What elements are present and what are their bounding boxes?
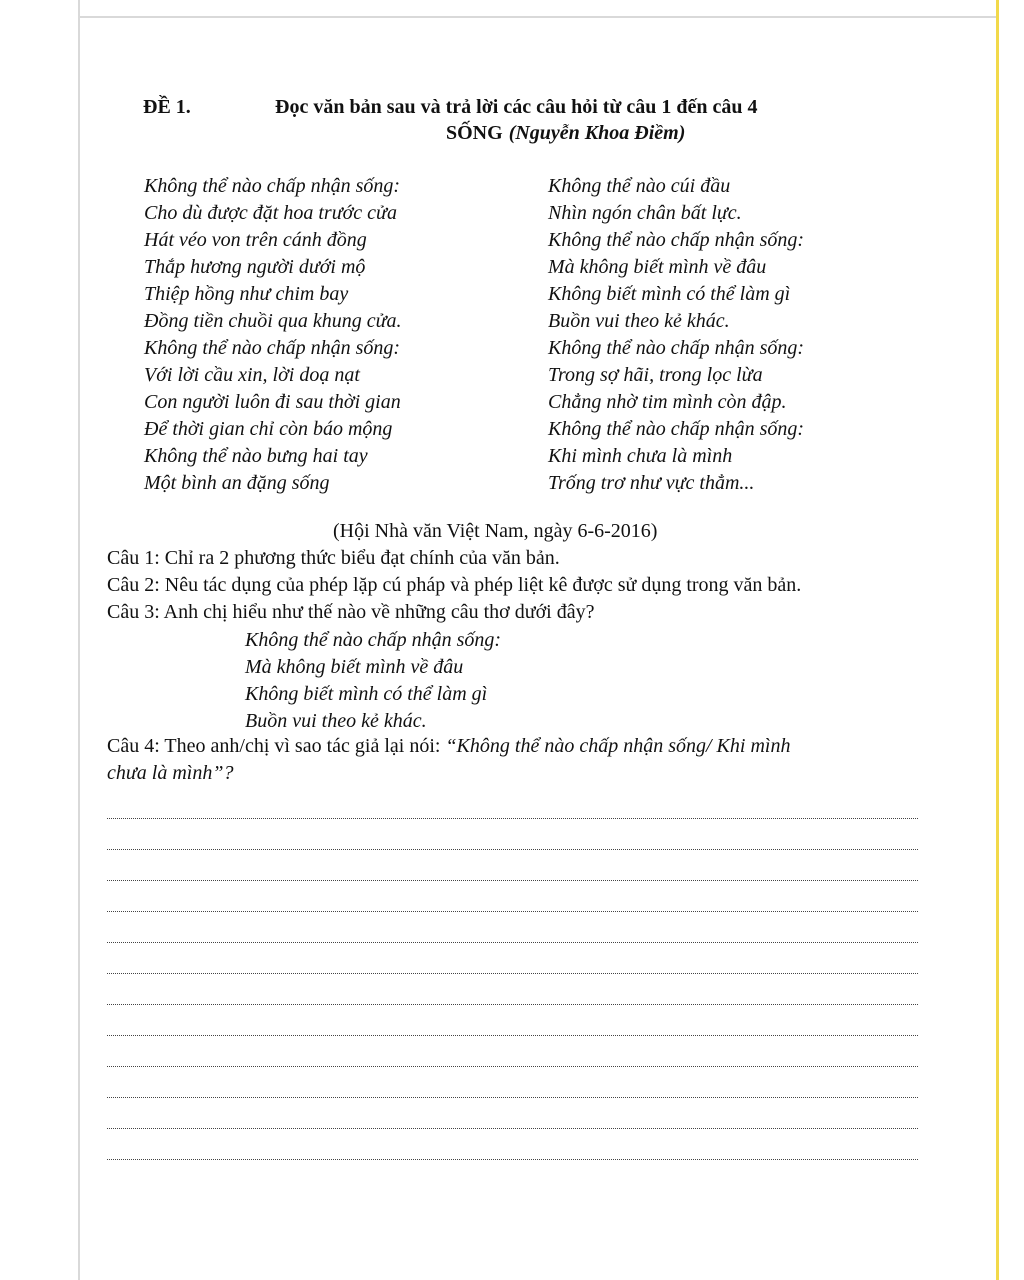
answer-line[interactable] xyxy=(107,974,918,1005)
poem-line: Không thể nào chấp nhận sống: xyxy=(144,175,401,197)
poem-line: Không biết mình có thể làm gì xyxy=(548,283,791,305)
page-border-top xyxy=(80,16,996,18)
quote-line: Không biết mình có thể làm gì xyxy=(245,683,488,705)
quote-line: Không thể nào chấp nhận sống: xyxy=(245,629,502,651)
poem-line: Cho dù được đặt hoa trước cửa xyxy=(144,202,397,224)
page-border-right xyxy=(996,0,999,1280)
poem-column-right xyxy=(548,173,804,497)
answer-line[interactable] xyxy=(107,943,918,974)
poem-line: Thắp hương người dưới mộ xyxy=(144,256,366,278)
exam-number: ĐỀ 1. xyxy=(143,96,191,118)
poem-line: Trống trơ như vực thẳm... xyxy=(548,472,755,494)
poem-line: Thiệp hồng như chim bay xyxy=(144,283,349,305)
page-border-left xyxy=(78,0,80,1280)
poem-line: Với lời cầu xin, lời doạ nạt xyxy=(144,364,360,386)
poem-line: Không thể nào cúi đầu xyxy=(548,175,731,197)
poem-title xyxy=(446,122,685,145)
poem-line: Đồng tiền chuồi qua khung cửa. xyxy=(144,310,402,332)
answer-line[interactable] xyxy=(107,1036,918,1067)
question-4-prefix: Câu 4: Theo anh/chị vì sao tác giả lại nói: xyxy=(107,735,446,757)
quote-line: Mà không biết mình về đâu xyxy=(245,656,464,678)
exam-heading xyxy=(143,96,758,119)
poem-line: Không thể nào chấp nhận sống: xyxy=(548,418,805,440)
quote-line: Buồn vui theo kẻ khác. xyxy=(245,710,427,732)
question-4-quote-continued: chưa là mình”? xyxy=(107,762,234,784)
poem-line: Không thể nào chấp nhận sống: xyxy=(548,337,805,359)
poem-author: (Nguyễn Khoa Điềm) xyxy=(508,122,686,144)
poem-line: Con người luôn đi sau thời gian xyxy=(144,391,401,413)
answer-line[interactable] xyxy=(107,788,918,819)
poem-line: Trong sợ hãi, trong lọc lừa xyxy=(548,364,763,386)
answer-lines[interactable] xyxy=(107,788,918,1160)
question-3-quote xyxy=(245,627,501,735)
poem-line: Nhìn ngón chân bất lực. xyxy=(548,202,742,224)
question-4 xyxy=(107,735,790,758)
poem-line: Một bình an đặng sống xyxy=(144,472,330,494)
poem-line: Mà không biết mình về đâu xyxy=(548,256,767,278)
poem-line: Chẳng nhờ tim mình còn đập. xyxy=(548,391,787,413)
answer-line[interactable] xyxy=(107,1067,918,1098)
poem-line: Không thể nào chấp nhận sống: xyxy=(548,229,805,251)
poem-name: SỐNG xyxy=(446,122,503,144)
poem-line: Không thể nào bưng hai tay xyxy=(144,445,368,467)
answer-line[interactable] xyxy=(107,1005,918,1036)
poem-line: Buồn vui theo kẻ khác. xyxy=(548,310,730,332)
answer-line[interactable] xyxy=(107,881,918,912)
question-3: Câu 3: Anh chị hiểu như thế nào về những câu thơ dưới đây? xyxy=(107,601,595,623)
answer-line[interactable] xyxy=(107,912,918,943)
answer-line[interactable] xyxy=(107,850,918,881)
poem-line: Để thời gian chỉ còn báo mộng xyxy=(144,418,393,440)
answer-line[interactable] xyxy=(107,1098,918,1129)
poem-line: Khi mình chưa là mình xyxy=(548,445,733,467)
answer-line[interactable] xyxy=(107,819,918,850)
question-4-quote: “Không thể nào chấp nhận sống/ Khi mình xyxy=(445,735,791,757)
poem-line: Không thể nào chấp nhận sống: xyxy=(144,337,401,359)
question-1: Câu 1: Chỉ ra 2 phương thức biểu đạt chính của văn bản. xyxy=(107,547,560,569)
question-2: Câu 2: Nêu tác dụng của phép lặp cú pháp và phép liệt kê được sử dụng trong văn bản. xyxy=(107,574,802,596)
poem-column-left xyxy=(144,173,402,497)
poem-line: Hát véo von trên cánh đồng xyxy=(144,229,367,251)
poem-source: (Hội Nhà văn Việt Nam, ngày 6-6-2016) xyxy=(333,520,658,542)
exam-instruction: Đọc văn bản sau và trả lời các câu hỏi từ câu 1 đến câu 4 xyxy=(275,96,758,118)
answer-line[interactable] xyxy=(107,1129,918,1160)
